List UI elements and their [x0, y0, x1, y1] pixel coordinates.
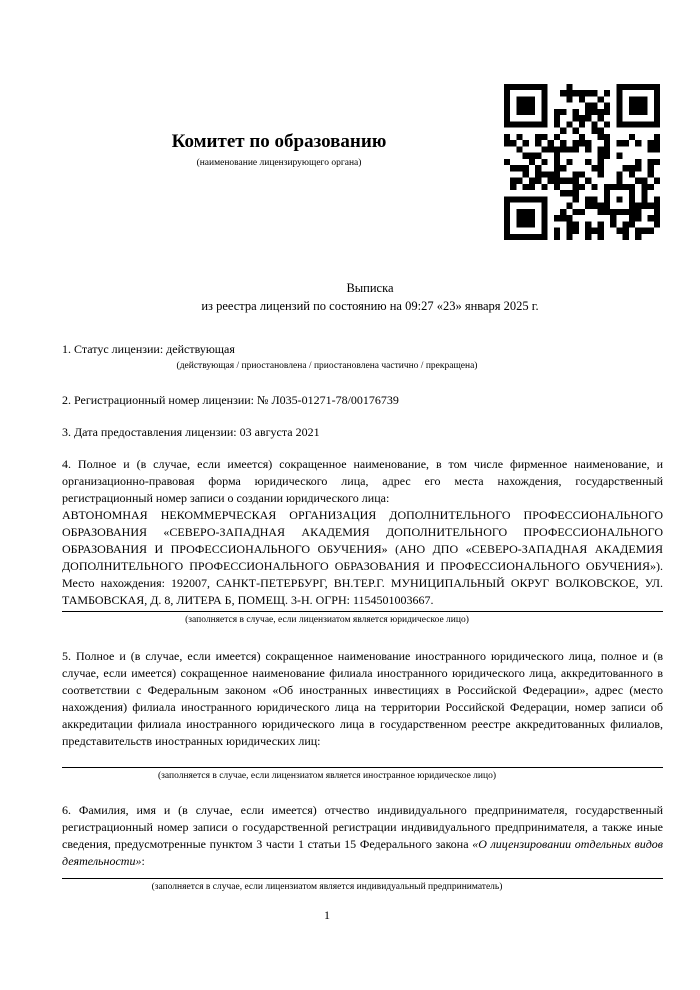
item-3-license-date: 3. Дата предоставления лицензии: 03 августа 2021 [62, 425, 320, 439]
licensing-authority-name: Комитет по образованию [171, 131, 387, 152]
fill-in-rule-entrepreneur [62, 878, 663, 879]
document-title-line2: из реестра лицензий по состоянию на 09:27 «23» января 2025 г. [201, 299, 539, 313]
document-body [62, 341, 663, 924]
fill-in-rule-legal-entity [62, 611, 663, 612]
item-6-text-before-law: 6. Фамилия, имя и (в случае, если имеется) отчество индивидуального предпринимателя, государственный регистрационный номер записи о государственной регистрации индивидуального предпринимателя, а также иные сведения, предусмотренные пунктом 3 части 1 статьи 15 Федерального закона [62, 803, 663, 851]
item-5-caption: (заполняется в случае, если лицензиатом является иностранное юридическое лицо) [158, 771, 496, 781]
item-6-law-title: «О лицензировании отдельных видов деятельности» [62, 837, 663, 868]
item-2-registration-number: 2. Регистрационный номер лицензии: № Л035-01271-78/00176739 [62, 393, 399, 407]
licensing-authority-caption: (наименование лицензирующего органа) [196, 158, 362, 168]
item-4-caption: (заполняется в случае, если лицензиатом является юридическое лицо) [185, 615, 469, 625]
item-4-legal-entity-heading: 4. Полное и (в случае, если имеется) сокращенное наименование, в том числе фирменное наименование, и организационно-правовая форма юридического лица, адрес его места нахождения, государственный регистрационный номер записи о создании юридического лица: [62, 457, 663, 505]
item-1-license-status: 1. Статус лицензии: действующая [62, 342, 235, 356]
fill-in-rule-foreign-entity [62, 767, 663, 768]
item-4-legal-entity-value: АВТОНОМНАЯ НЕКОММЕРЧЕСКАЯ ОРГАНИЗАЦИЯ ДОПОЛНИТЕЛЬНОГО ПРОФЕССИОНАЛЬНОГО ОБРАЗОВАНИЯ «СЕВЕРО-ЗАПАДНАЯ АКАДЕМИЯ ДОПОЛНИТЕЛЬНОГО ПРОФЕССИОНАЛЬНОГО ОБРАЗОВАНИЯ И ПРОФЕССИОНАЛЬНОГО ОБУЧЕНИЯ» (АНО ДПО «СЕВЕРО-ЗАПАДНАЯ АКАДЕМИЯ ДОПОЛНИТЕЛЬНОГО ПРОФЕССИОНАЛЬНОГО ОБРАЗОВАНИЯ И ПРОФЕССИОНАЛЬНОГО ОБУЧЕНИЯ»). Место нахождения: 192007, САНКТ-ПЕТЕРБУРГ, ВН.ТЕР.Г. МУНИЦИПАЛЬНЫЙ ОКРУГ ВОЛКОВСКОЕ, УЛ. ТАМБОВСКАЯ, Д. 8, ЛИТЕРА Б, ПОМЕЩ. 3-Н. ОГРН: 1154501003667. [62, 508, 663, 607]
qr-code-image [504, 84, 660, 240]
item-6-text-after-law: : [141, 854, 145, 868]
page-number: 1 [324, 908, 330, 922]
item-1-caption: (действующая / приостановлена / приостановлена частично / прекращена) [176, 361, 478, 371]
item-5-foreign-entity-heading: 5. Полное и (в случае, если имеется) сокращенное наименование иностранного юридического лица, полное и (в случае, если имеется) сокращенное наименование филиала иностранного юридического лица, аккредитованного в соответствии с Федеральным законом «Об иностранных инвестициях в Российской Федерации», адрес (место нахождения) филиала иностранного юридического лица на территории Российской Федерации, номер записи об аккредитации филиала иностранного юридического лица в государственном реестре аккредитованных филиалов, представительств иностранных юридических лиц: [62, 649, 663, 748]
item-6-entrepreneur-heading [62, 802, 663, 870]
qr-code [504, 84, 660, 240]
document-title-line1: Выписка [346, 281, 394, 295]
document-title [70, 279, 670, 315]
item-6-caption: (заполняется в случае, если лицензиатом является индивидуальный предприниматель) [151, 882, 503, 892]
licensing-authority-header [60, 131, 498, 169]
